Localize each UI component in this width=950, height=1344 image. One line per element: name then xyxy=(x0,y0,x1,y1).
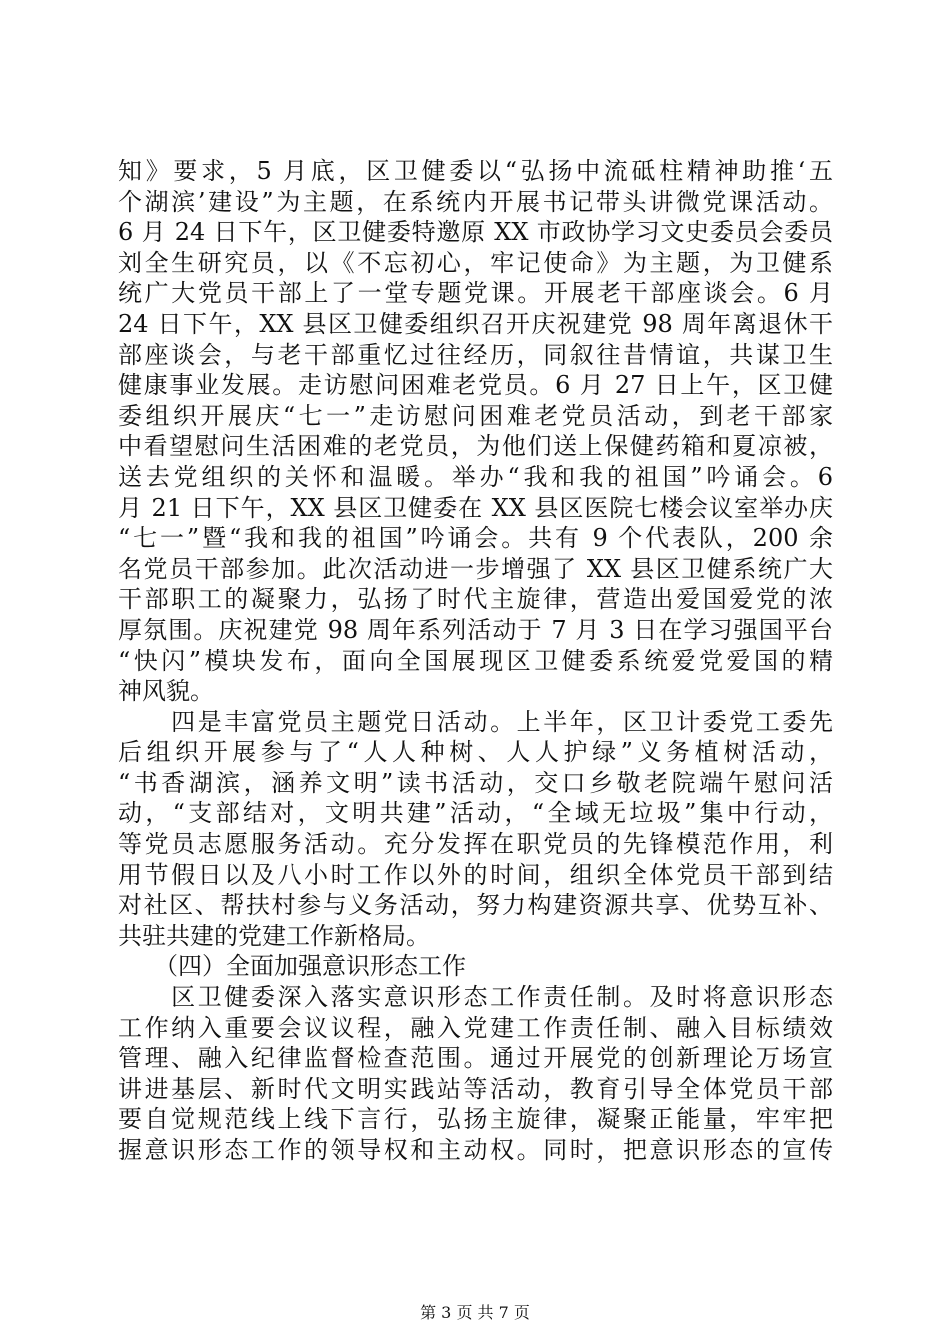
text-line: 动，“支部结对，文明共建”活动，“全域无垃圾”集中行动， xyxy=(118,799,833,828)
text-line: （四）全面加强意识形态工作 xyxy=(118,952,466,981)
text-line: 送去党组织的关怀和温暖。举办“我和我的祖国”吟诵会。6 xyxy=(118,462,833,491)
text-line: 用节假日以及八小时工作以外的时间，组织全体党员干部到结 xyxy=(118,860,833,889)
text-line: 健康事业发展。走访慰问困难老党员。6 月 27 日上午，区卫健 xyxy=(118,371,833,400)
text-line: 管理、融入纪律监督检查范围。通过开展党的创新理论万场宣 xyxy=(118,1044,833,1073)
text-line: 握意识形态工作的领导权和主动权。同时，把意识形态的宣传 xyxy=(118,1136,833,1164)
text-line: 对社区、帮扶村参与义务活动，努力构建资源共享、优势互补、 xyxy=(118,891,833,920)
text-line: 共驻共建的党建工作新格局。 xyxy=(118,921,430,950)
text-line: 统广大党员干部上了一堂专题党课。开展老干部座谈会。6 月 xyxy=(118,279,833,308)
text-line: 部座谈会，与老干部重忆过往经历，同叙往昔情谊，共谋卫生 xyxy=(118,340,833,369)
text-line: 后组织开展参与了“人人种树、人人护绿”义务植树活动， xyxy=(118,738,833,767)
text-line: 个湖滨’建设”为主题，在系统内开展书记带头讲微党课活动。 xyxy=(118,187,833,216)
text-line: 24 日下午，XX 县区卫健委组织召开庆祝建党 98 周年离退休干 xyxy=(118,309,833,338)
text-line: 6 月 24 日下午，区卫健委特邀原 XX 市政协学习文史委员会委员 xyxy=(118,218,833,247)
text-line: 刘全生研究员，以《不忘初心，牢记使命》为主题，为卫健系 xyxy=(118,248,833,277)
text-line: 委组织开展庆“七一”走访慰问困难老党员活动，到老干部家 xyxy=(118,401,833,430)
text-line: “七一”暨“我和我的祖国”吟诵会。共有 9 个代表队，200 余 xyxy=(118,524,833,553)
text-line: 讲进基层、新时代文明实践站等活动，教育引导全体党员干部 xyxy=(118,1074,833,1103)
text-line: 干部职工的凝聚力，弘扬了时代主旋律，营造出爱国爱党的浓 xyxy=(118,585,833,614)
text-line: 知》要求，5 月底，区卫健委以“弘扬中流砥柱精神助推‘五 xyxy=(118,157,833,185)
body-text xyxy=(118,156,833,1166)
text-line: 区卫健委深入落实意识形态工作责任制。及时将意识形态 xyxy=(118,983,833,1012)
page-footer: 第 3 页 共 7 页 xyxy=(420,1303,530,1322)
text-line: 月 21 日下午，XX 县区卫健委在 XX 县区医院七楼会议室举办庆 xyxy=(118,493,833,522)
text-line: 要自觉规范线上线下言行，弘扬主旋律，凝聚正能量，牢牢把 xyxy=(118,1105,833,1134)
text-line: 中看望慰问生活困难的老党员，为他们送上保健药箱和夏凉被， xyxy=(118,432,833,461)
text-line: 厚氛围。庆祝建党 98 周年系列活动于 7 月 3 日在学习强国平台 xyxy=(118,615,833,644)
text-line: 四是丰富党员主题党日活动。上半年，区卫计委党工委先 xyxy=(118,707,833,736)
text-line: “快闪”模块发布，面向全国展现区卫健委系统爱党爱国的精 xyxy=(118,646,833,675)
text-line: 名党员干部参加。此次活动进一步增强了 XX 县区卫健系统广大 xyxy=(118,554,833,583)
text-line: “书香湖滨，涵养文明”读书活动，交口乡敬老院端午慰问活 xyxy=(118,768,833,797)
text-line: 神风貌。 xyxy=(118,677,214,706)
text-line: 工作纳入重要会议议程，融入党建工作责任制、融入目标绩效 xyxy=(118,1013,833,1042)
text-line: 等党员志愿服务活动。充分发挥在职党员的先锋模范作用，利 xyxy=(118,830,833,859)
